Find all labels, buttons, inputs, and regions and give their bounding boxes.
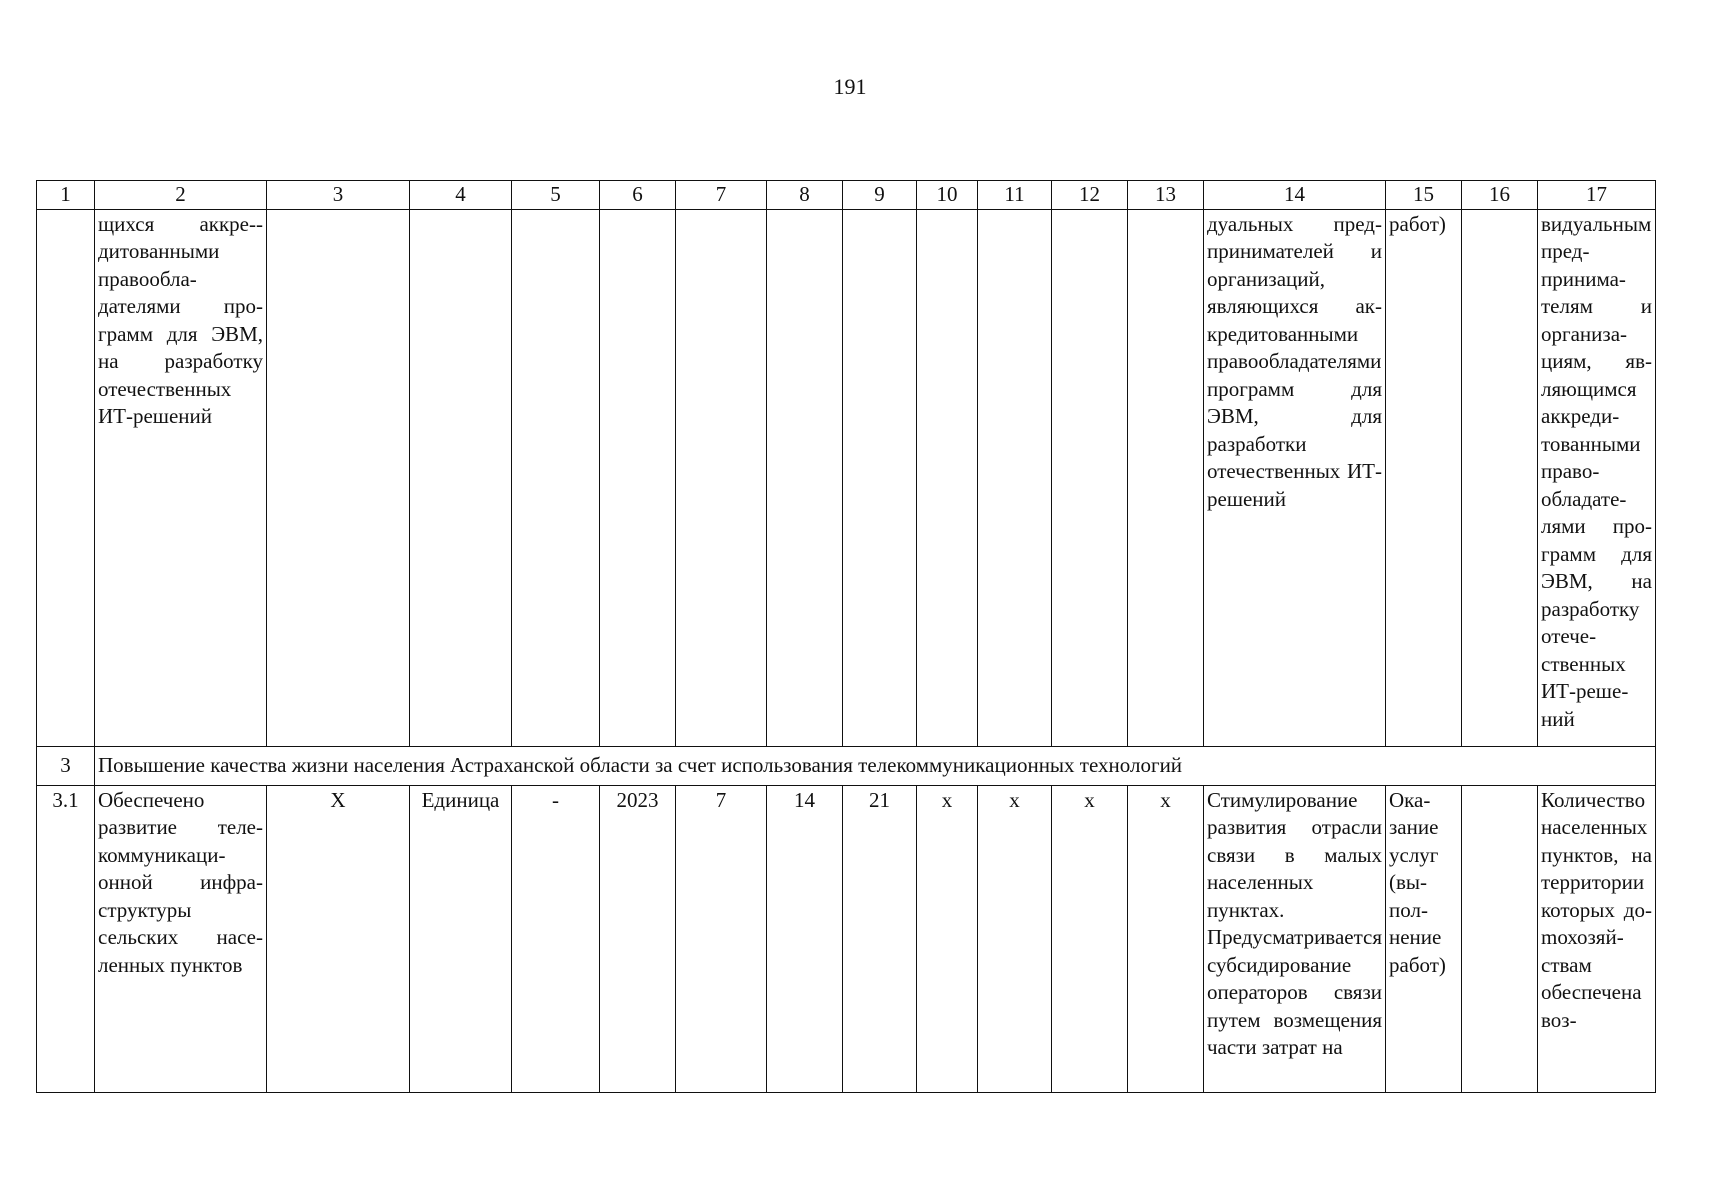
table-cell: х [917,785,978,1092]
column-number: 12 [1052,181,1128,210]
section-row [37,746,1656,785]
table-cell: Единица [410,785,512,1092]
column-number: 5 [512,181,600,210]
table-cell: дуальных предпринимателей и организаций, являющихся аккредитованными правообладателями программ для ЭВМ, для разработки отечественных ИТ-решений [1204,209,1386,746]
table-cell [1052,209,1128,746]
table-cell [600,209,676,746]
table-cell: Оказание услуг (выполнение работ) [1386,785,1462,1092]
table-cell: - [512,785,600,1092]
table-cell: х [1052,785,1128,1092]
table-cell [1462,209,1538,746]
table-cell: видуальным предпринимателям и организациям, являющимся аккредитованными правообладателями программ для ЭВМ, на разработку отечественных ИТ-решений [1538,209,1656,746]
table-cell: Количество населенных пунктов, на территории которых доmохозяйствам обеспечена воз- [1538,785,1656,1092]
section-title: Повышение качества жизни населения Астраханской области за счет использования телекоммуникационных технологий [95,746,1656,785]
column-number: 14 [1204,181,1386,210]
column-number: 7 [676,181,767,210]
table-cell: работ) [1386,209,1462,746]
table-cell: 21 [843,785,917,1092]
column-number: 6 [600,181,676,210]
table-cell [1128,209,1204,746]
data-table [36,180,1656,1093]
column-numbers-row [37,181,1656,210]
column-number: 10 [917,181,978,210]
table-cell [676,209,767,746]
table-row [37,209,1656,746]
page-number: 191 [833,74,867,99]
column-number: 2 [95,181,267,210]
table-cell [512,209,600,746]
column-number: 9 [843,181,917,210]
table-cell [978,209,1052,746]
table-cell: 14 [767,785,843,1092]
column-number: 1 [37,181,95,210]
column-number: 11 [978,181,1052,210]
column-number: 8 [767,181,843,210]
column-number: 3 [267,181,410,210]
column-number: 4 [410,181,512,210]
column-number: 16 [1462,181,1538,210]
column-number: 15 [1386,181,1462,210]
table-cell [410,209,512,746]
table-cell [1462,785,1538,1092]
table-cell [267,209,410,746]
column-number: 17 [1538,181,1656,210]
table-cell: Х [267,785,410,1092]
table-cell: 2023 [600,785,676,1092]
table-cell: х [1128,785,1204,1092]
table-cell: х [978,785,1052,1092]
column-number: 13 [1128,181,1204,210]
table-cell: Стимулирование развития отрасли связи в малых населенных пунктах. Предусматривается субсидирование операторов связи путем возмещения части затрат на [1204,785,1386,1092]
table-row [37,785,1656,1092]
table-cell [917,209,978,746]
table-cell: 3.1 [37,785,95,1092]
table-cell [843,209,917,746]
table-cell: 7 [676,785,767,1092]
table-cell [37,209,95,746]
table-cell: Обеспечено развитие телекоммуникационной инфраструктуры сельских населенных пунктов [95,785,267,1092]
section-number: 3 [37,746,95,785]
table-cell [767,209,843,746]
table-cell: щихся аккре-дитованными правообладателями программ для ЭВМ, на разработку отечественных ИТ-решений [95,209,267,746]
